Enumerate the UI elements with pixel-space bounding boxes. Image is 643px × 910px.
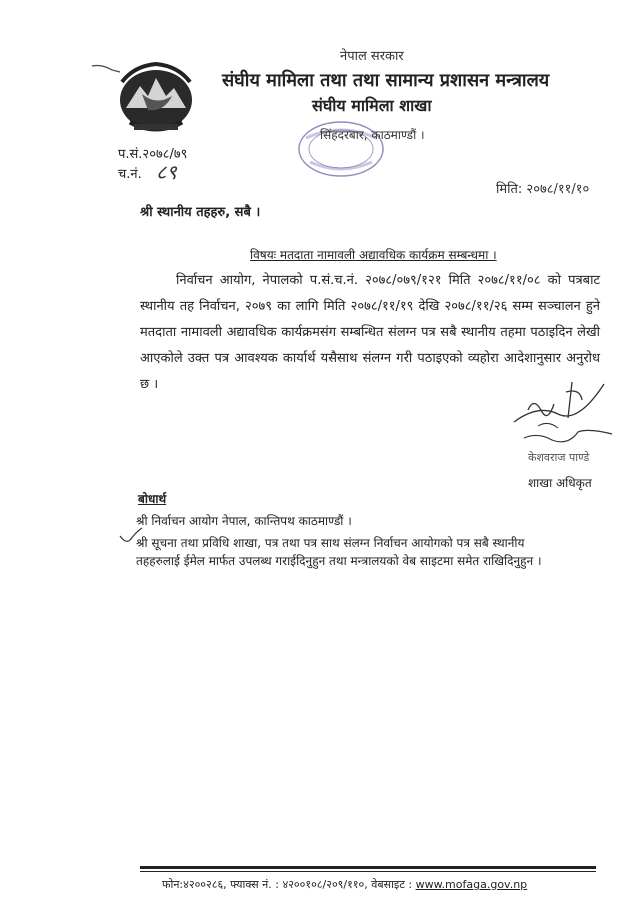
footer-contact — [162, 877, 527, 892]
letter-date: मिति: २०७८/११/१० — [496, 182, 590, 197]
branch-name: संघीय मामिला शाखा — [312, 96, 432, 115]
letter-body-text: निर्वाचन आयोग, नेपालको प.सं.च.नं. २०७८/०७९/१२१ मिति २०७८/११/०८ को पत्रबाट स्थानीय तह निर्वाचन, २०७९ का लागि मिति २०७८/११/१९ देखि २०७८/११/२६ सम्म सञ्चालन हुने मतदाता नामावली अद्यावधिक कार्यक्रमसंग सम्बन्धित संलग्न पत्र सबै स्थानीय तहमा पठाइदिन लेखी आएकोले उक्त पत्र आवश्यक कार्यार्थ यसैसाथ संलग्न गरी पठाइएको व्यहोरा आदेशानुसार अनुरोध छ । — [140, 273, 600, 392]
government-name: नेपाल सरकार — [340, 49, 404, 64]
footer-divider — [140, 866, 596, 869]
footer-divider-thin — [140, 871, 596, 872]
signatory-name: केशवराज पाण्डे — [528, 451, 590, 464]
ministry-name: संघीय मामिला तथा तथा सामान्य प्रशासन मन्त्रालय — [222, 70, 550, 91]
nepal-emblem-logo — [112, 56, 200, 136]
challan-number: ८९ — [156, 160, 177, 184]
signatory-title: शाखा अधिकृत — [528, 476, 592, 490]
information-line: तहहरुलाई ईमेल मार्फत उपलब्ध गराईदिनुहुन तथा मन्त्रालयको वेब साइटमा समेत राखिदिनुहुन । — [136, 554, 542, 568]
scribble-mark — [92, 62, 120, 74]
office-address: सिंहदरबार, काठमाण्डौं । — [320, 128, 425, 142]
footer-website-link[interactable]: www.mofaga.gov.np — [415, 878, 528, 891]
information-heading: बोधार्थ — [138, 492, 167, 506]
footer-contact-text: फोन:४२००२८६, फ्याक्स नं. : ४२००१०८/२०९/११०, वेबसाइट : — [162, 878, 416, 891]
information-line: श्री निर्वाचन आयोग नेपाल, कान्तिपथ काठमाण्डौं । — [136, 514, 352, 528]
reference-number: प.सं.२०७८/७९ — [118, 147, 188, 162]
challan-label: च.नं. — [118, 167, 142, 182]
handwritten-signature — [508, 374, 618, 456]
subject-line: विषयः मतदाता नामावली अद्यावधिक कार्यक्रम सम्बन्धमा । — [250, 248, 497, 262]
recipient: श्री स्थानीय तहहरु, सबै । — [140, 205, 261, 220]
information-line: श्री सूचना तथा प्रविधि शाखा, पत्र तथा पत्र साथ संलग्न निर्वाचन आयोगको पत्र सबै स्थानीय — [136, 536, 525, 550]
